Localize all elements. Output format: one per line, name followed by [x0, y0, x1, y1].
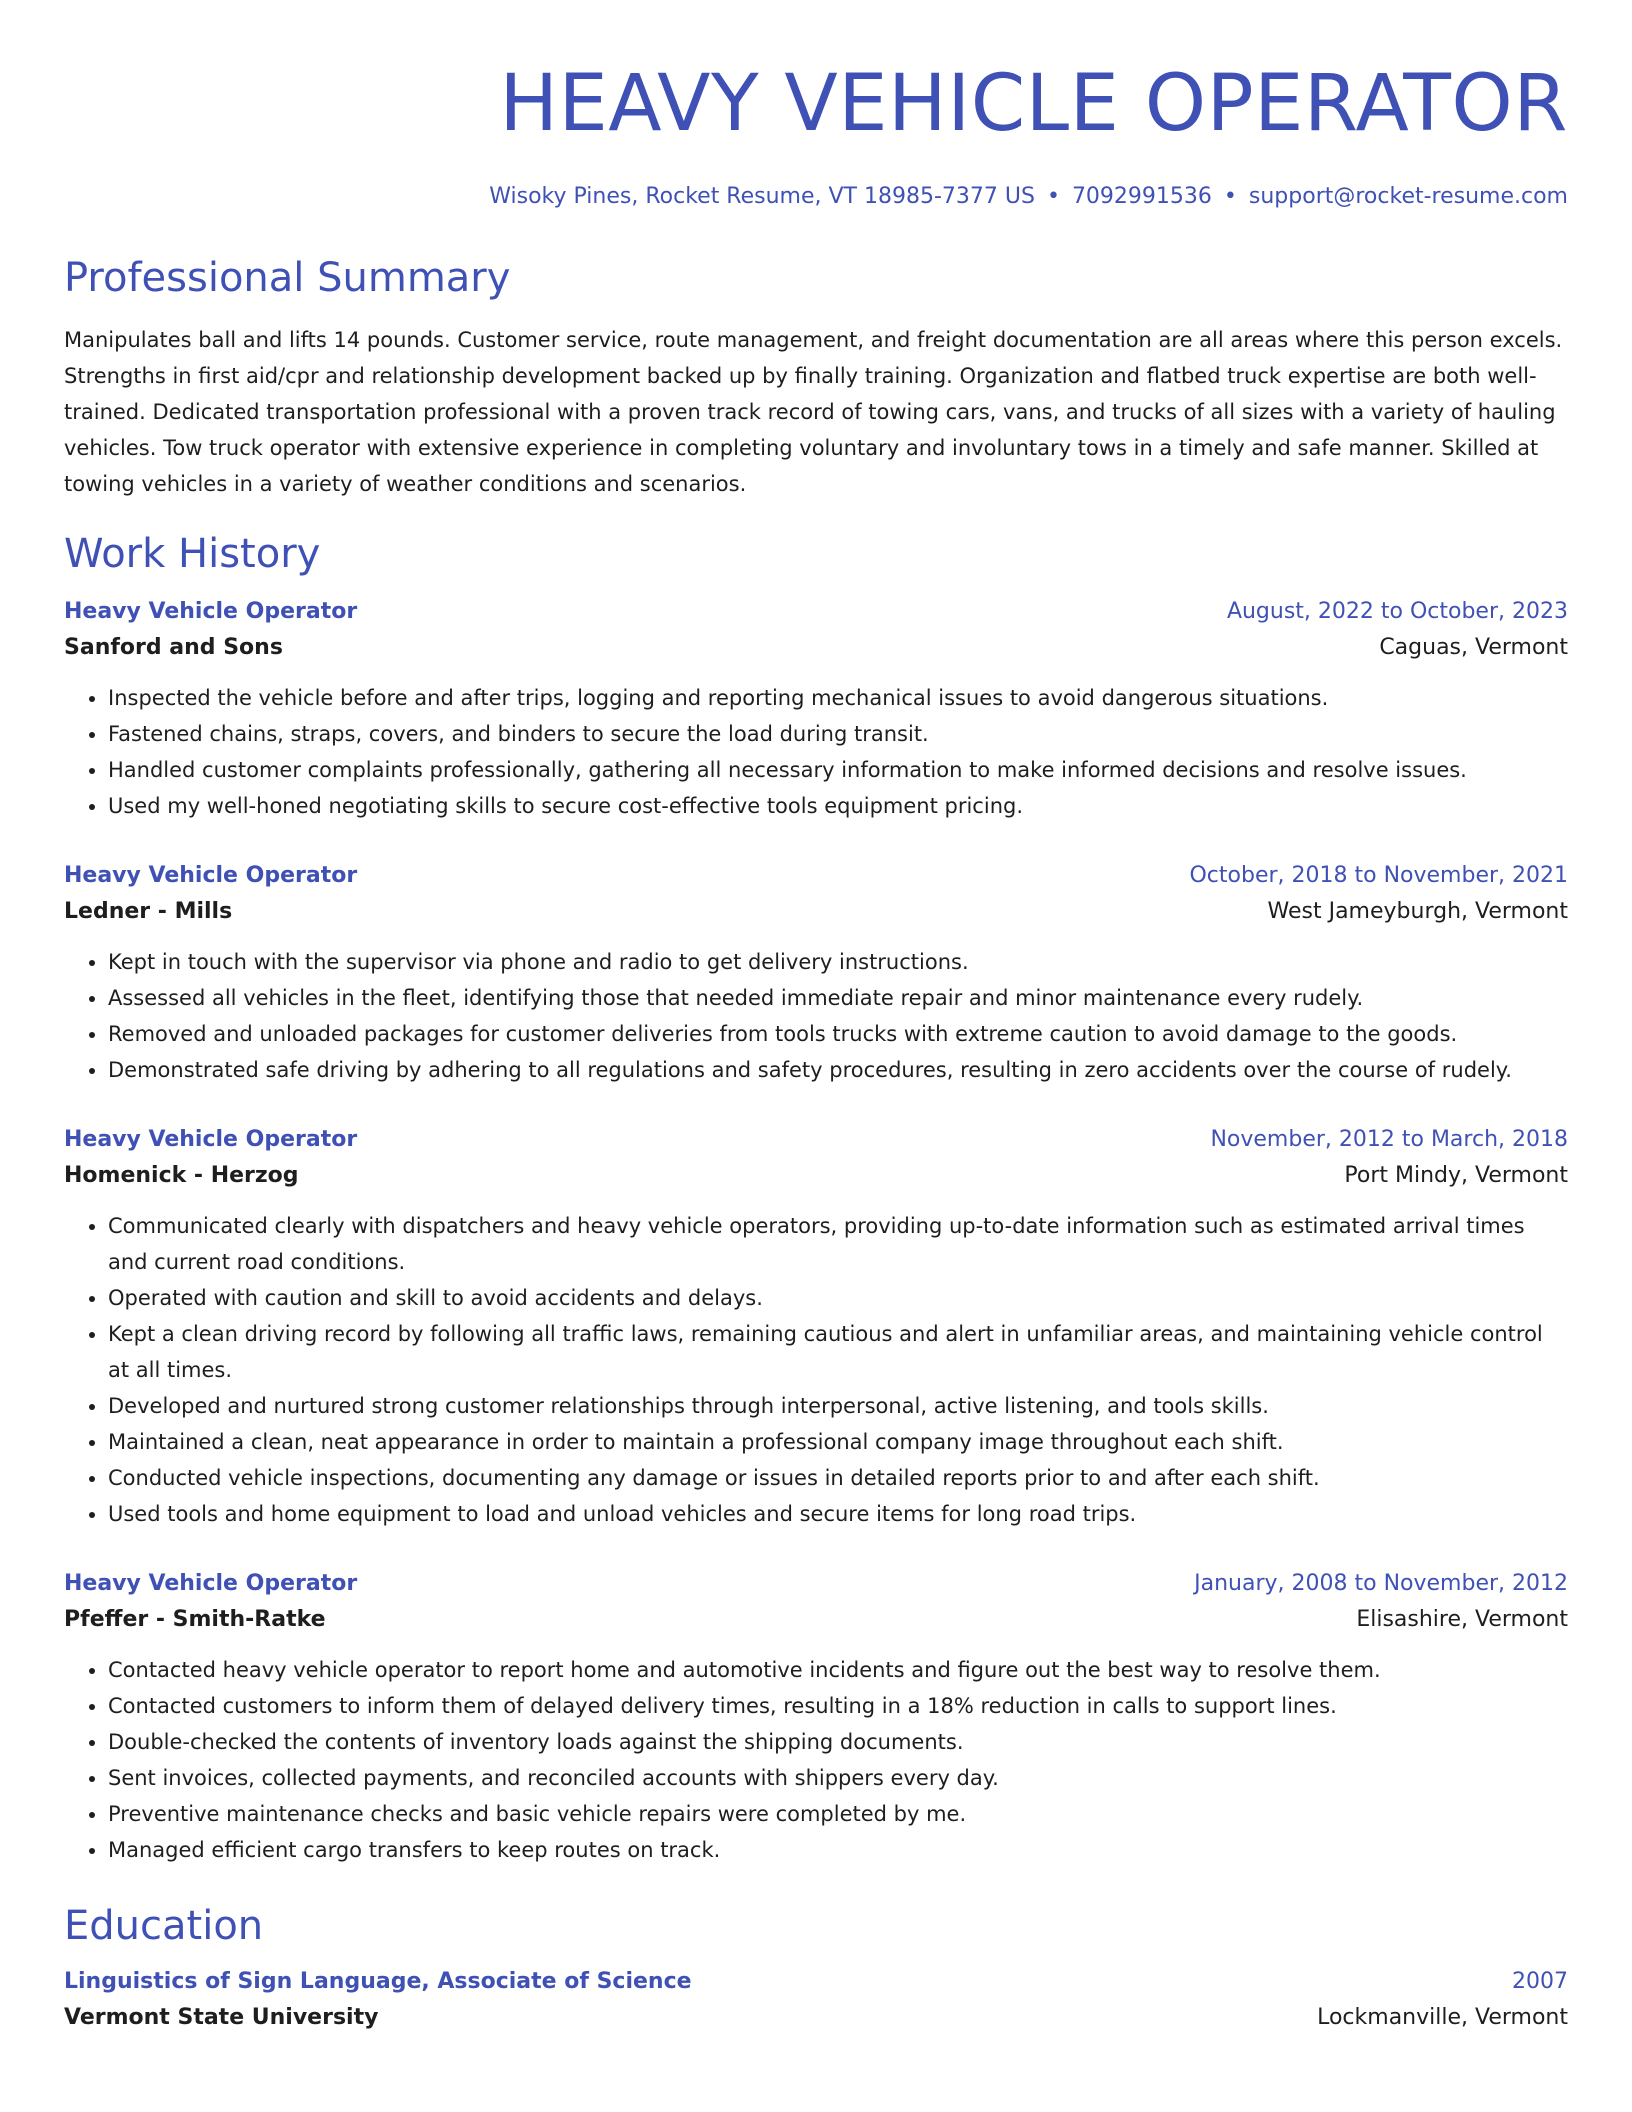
job-bullets [64, 1652, 1568, 1868]
job-header-row [64, 594, 1568, 630]
contact-separator: • [1223, 184, 1237, 209]
contact-line [64, 182, 1568, 212]
job-bullets [64, 680, 1568, 824]
job-title: Heavy Vehicle Operator [64, 1127, 358, 1152]
education-location: Lockmanville, Vermont [1317, 2005, 1568, 2030]
education-heading: Education [64, 1903, 264, 1949]
job-location: West Jameyburgh, Vermont [1267, 899, 1568, 924]
job-company: Pfeffer - Smith-Ratke [64, 1607, 326, 1632]
job-bullet: • Conducted vehicle inspections, documenting any damage or issues in detailed reports prior to and after each shift. [108, 1460, 1568, 1496]
job-entry [64, 1122, 1568, 1532]
education-school: Vermont State University [64, 2005, 379, 2030]
resume-name: HEAVY VEHICLE OPERATOR [499, 59, 1568, 149]
education-header-row [64, 1964, 1568, 2000]
job-dates: January, 2008 to November, 2012 [1194, 1571, 1568, 1596]
contact-email: support@rocket-resume.com [1248, 184, 1568, 209]
job-bullet: • Used my well-honed negotiating skills to secure cost-effective tools equipment pricing. [108, 788, 1568, 824]
job-bullet: • Contacted customers to inform them of delayed delivery times, resulting in a 18% reduction in calls to support lines. [108, 1688, 1568, 1724]
job-company-row [64, 1602, 1568, 1638]
job-entry [64, 1566, 1568, 1868]
job-bullet: • Double-checked the contents of inventory loads against the shipping documents. [108, 1724, 1568, 1760]
job-company: Sanford and Sons [64, 635, 283, 660]
job-header-row [64, 1122, 1568, 1158]
job-dates: November, 2012 to March, 2018 [1210, 1127, 1568, 1152]
job-dates: October, 2018 to November, 2021 [1189, 863, 1568, 888]
job-bullet: • Operated with caution and skill to avoid accidents and delays. [108, 1280, 1568, 1316]
job-bullet: • Contacted heavy vehicle operator to report home and automotive incidents and figure out the best way to resolve them. [108, 1652, 1568, 1688]
summary-heading: Professional Summary [64, 255, 511, 301]
job-entry [64, 858, 1568, 1088]
education-year: 2007 [1512, 1969, 1568, 1994]
job-bullet: • Preventive maintenance checks and basic vehicle repairs were completed by me. [108, 1796, 1568, 1832]
job-bullet: • Communicated clearly with dispatchers and heavy vehicle operators, providing up-to-date information such as estimated arrival times and current road conditions. [108, 1208, 1568, 1280]
work-history-list [64, 594, 1568, 1868]
job-dates: August, 2022 to October, 2023 [1226, 599, 1568, 624]
job-bullets [64, 1208, 1568, 1532]
job-title: Heavy Vehicle Operator [64, 1571, 358, 1596]
job-bullet: • Kept in touch with the supervisor via phone and radio to get delivery instructions. [108, 944, 1568, 980]
job-bullet: • Used tools and home equipment to load and unload vehicles and secure items for long road trips. [108, 1496, 1568, 1532]
job-company: Ledner - Mills [64, 899, 233, 924]
education-entry [64, 1964, 1568, 2036]
contact-address: Wisoky Pines, Rocket Resume, VT 18985-7377 US [489, 184, 1035, 209]
job-location: Port Mindy, Vermont [1344, 1163, 1568, 1188]
job-bullet: • Demonstrated safe driving by adhering to all regulations and safety procedures, resulting in zero accidents over the course of rudely. [108, 1052, 1568, 1088]
job-bullet: • Fastened chains, straps, covers, and binders to secure the load during transit. [108, 716, 1568, 752]
job-bullets [64, 944, 1568, 1088]
job-bullet: • Handled customer complaints professionally, gathering all necessary information to make informed decisions and resolve issues. [108, 752, 1568, 788]
job-company-row [64, 1158, 1568, 1194]
job-bullet: • Developed and nurtured strong customer relationships through interpersonal, active listening, and tools skills. [108, 1388, 1568, 1424]
contact-phone: 7092991536 [1071, 184, 1212, 209]
job-company-row [64, 894, 1568, 930]
contact-separator: • [1046, 184, 1060, 209]
job-title: Heavy Vehicle Operator [64, 599, 358, 624]
work-history-heading: Work History [64, 531, 321, 577]
job-bullet: • Removed and unloaded packages for customer deliveries from tools trucks with extreme caution to avoid damage to the goods. [108, 1016, 1568, 1052]
job-company: Homenick - Herzog [64, 1163, 299, 1188]
job-location: Caguas, Vermont [1379, 635, 1568, 660]
education-school-row [64, 2000, 1568, 2036]
education-degree: Linguistics of Sign Language, Associate of Science [64, 1969, 692, 1994]
resume-page [64, 56, 1568, 2036]
job-bullet: • Inspected the vehicle before and after trips, logging and reporting mechanical issues to avoid dangerous situations. [108, 680, 1568, 716]
summary-text: Manipulates ball and lifts 14 pounds. Customer service, route management, and freight documentation are all areas where this person excels. Strengths in first aid/cpr and relationship development backed up by finally training. Organization and flatbed truck expertise are both well-trained. Dedicated transportation professional with a proven track record of towing cars, vans, and trucks of all sizes with a variety of hauling vehicles. Tow truck operator with extensive experience in completing voluntary and involuntary tows in a timely and safe manner. Skilled at towing vehicles in a variety of weather conditions and scenarios. [64, 328, 1563, 496]
job-company-row [64, 630, 1568, 666]
job-bullet: • Managed efficient cargo transfers to keep routes on track. [108, 1832, 1568, 1868]
job-bullet: • Assessed all vehicles in the fleet, identifying those that needed immediate repair and minor maintenance every rudely. [108, 980, 1568, 1016]
job-header-row [64, 858, 1568, 894]
job-bullet: • Sent invoices, collected payments, and reconciled accounts with shippers every day. [108, 1760, 1568, 1796]
job-bullet: • Kept a clean driving record by following all traffic laws, remaining cautious and alert in unfamiliar areas, and maintaining vehicle control at all times. [108, 1316, 1568, 1388]
job-header-row [64, 1566, 1568, 1602]
job-entry [64, 594, 1568, 824]
job-location: Elisashire, Vermont [1356, 1607, 1568, 1632]
job-title: Heavy Vehicle Operator [64, 863, 358, 888]
job-bullet: • Maintained a clean, neat appearance in order to maintain a professional company image throughout each shift. [108, 1424, 1568, 1460]
